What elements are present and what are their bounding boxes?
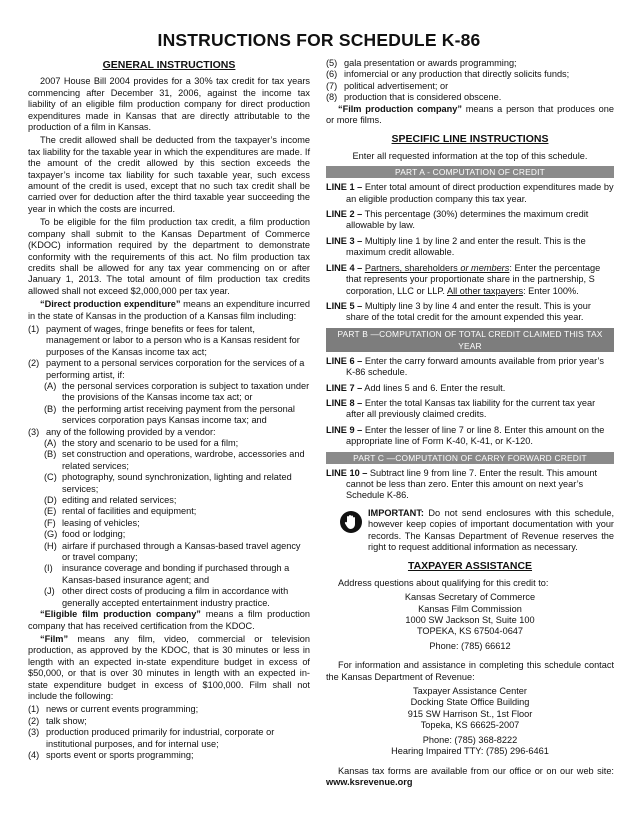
efpc-term: “Eligible film production company” xyxy=(40,609,201,620)
phone-line: Phone: (785) 368-8222 xyxy=(422,734,518,745)
line-text: Multiply line 1 by line 2 and enter the result. This is the maximum credit allowable. xyxy=(346,235,586,258)
list-number: (F) xyxy=(44,517,56,528)
sub-list-item xyxy=(44,404,310,427)
list-item xyxy=(28,358,310,381)
specific-instructions-heading: SPECIFIC LINE INSTRUCTIONS xyxy=(391,133,549,146)
list-number: (J) xyxy=(44,586,55,597)
line-9-instruction xyxy=(326,425,614,448)
sub-list-item xyxy=(44,506,310,517)
list-number: (B) xyxy=(44,449,57,460)
list-number: (3) xyxy=(28,426,40,437)
line-label: LINE 1 – xyxy=(326,182,363,193)
list-number: (C) xyxy=(44,472,57,483)
sub-list-item xyxy=(44,438,310,449)
general-p1: 2007 House Bill 2004 provides for a 30% tax credit for tax years commencing after December 31, 2006, against the income tax liability of an eligible film production company for direct production expenditures made in Kansas that are directly attributable to the production of a film in Kansas. xyxy=(28,76,310,133)
sub-list-item xyxy=(44,381,310,404)
list-text: other direct costs of producing a film in accordance with generally accepted entertainment industry practice. xyxy=(62,586,289,608)
important-label: IMPORTANT: xyxy=(368,507,424,518)
dpe-text: means an expenditure incurred in the state of Kansas in the production of a Kansas film including: xyxy=(28,299,310,321)
line-7-instruction xyxy=(326,383,614,394)
list-text: the story and scenario to be used for a film; xyxy=(62,438,239,448)
list-item xyxy=(28,716,310,727)
line-text: : Enter the percentage that represents your proportionate share in the partnership, S corporation, LLC or LLP. xyxy=(346,262,601,296)
dpe-definition xyxy=(28,299,310,322)
list-number: (6) xyxy=(326,69,338,80)
list-text: food or lodging; xyxy=(62,529,126,540)
list-text: photography, sound synchronization, lighting and related services; xyxy=(62,472,292,494)
phone-line: Phone: (785) 66612 xyxy=(429,640,511,651)
list-number: (2) xyxy=(28,715,40,726)
part-c-header: PART C —COMPUTATION OF CARRY FORWARD CREDIT xyxy=(326,452,614,464)
exclusion-list-part1 xyxy=(28,704,310,761)
address-line: Kansas Secretary of Commerce xyxy=(404,592,536,603)
list-text: rental of facilities and equipment; xyxy=(62,506,197,517)
line-2-instruction xyxy=(326,209,614,232)
fpc-text: means a person that produces one or more films. xyxy=(326,103,615,126)
sub-list-item xyxy=(44,529,310,540)
line-label: LINE 9 – xyxy=(326,424,363,435)
sub-list-item xyxy=(44,495,310,506)
list-text: news or current events programming; xyxy=(46,704,199,715)
line-text: Add lines 5 and 6. Enter the result. xyxy=(362,382,506,393)
right-column xyxy=(326,58,614,790)
list-number: (1) xyxy=(28,323,40,334)
general-p3: To be eligible for the film production tax credit, a film production company shall submit to the Kansas Department of Commerce (KDOC) information required by the department to demonstrate conformity with the requirements of this act. No film production tax credits shall be allowed for any tax year commencing on or after January 1, 2013. The total amount of film production tax credits allowed shall not exceed $2,000,000 per tax year. xyxy=(28,217,310,296)
line-label: LINE 5 – xyxy=(326,300,363,311)
page-title: INSTRUCTIONS FOR SCHEDULE K-86 xyxy=(157,30,481,50)
fpc-term: “Film production company” xyxy=(338,103,462,114)
line-label: LINE 3 – xyxy=(326,235,363,246)
list-text: production produced primarily for industrial, corporate or institutional purposes, and for internal use; xyxy=(46,727,275,749)
line-6-instruction xyxy=(326,356,614,379)
sub-list-item xyxy=(44,449,310,472)
list-text: any of the following provided by a vendor: xyxy=(46,426,216,437)
address-line: Docking State Office Building xyxy=(410,697,530,708)
general-p2: The credit allowed shall be deducted from the taxpayer’s income tax liability for the taxable year in which the expenditures are made. If the amount of the credit allowed by this section exceeds the taxpayer’s income tax liability for such taxable year, such excess amount of the credit is used, except that no such tax credit shall be carried over for deduction after the third taxable year succeeding the year in which the costs are incurred. xyxy=(28,135,310,214)
efpc-text: means a film production company that has received certification from the KDOC. xyxy=(28,609,310,631)
line-text: All other taxpayers xyxy=(446,285,524,296)
exclusion-list-part2 xyxy=(326,58,614,104)
film-text: means any film, video, commercial or television production, as approved by the KDOC, that is 30 minutes or less in length with an expected in-state expenditure budget in excess of $50,000, or that is over 30 minutes in length with an expected in-state expenditure budget in excess of $100,000. Film shall not include the following: xyxy=(28,633,310,701)
line-3-instruction xyxy=(326,236,614,259)
list-text: the personal services corporation is subject to taxation under the provisions of the Kansas income tax act; or xyxy=(62,380,310,403)
list-text: airfare if purchased through a Kansas-based travel agency or travel company; xyxy=(62,540,301,563)
sub-list-item xyxy=(44,541,310,564)
list-text: production that is considered obscene. xyxy=(344,92,502,103)
taxpayer-assistance-heading: TAXPAYER ASSISTANCE xyxy=(407,560,533,573)
line-label: LINE 4 – xyxy=(326,262,363,273)
list-number: (1) xyxy=(28,704,40,715)
list-item xyxy=(28,727,310,750)
line-text: or members xyxy=(460,262,510,273)
film-term: “Film” xyxy=(40,633,69,644)
address-line: 915 SW Harrison St., 1st Floor xyxy=(407,708,533,719)
important-body: Do not send enclosures with this schedule, however keep copies of important documentation with your records. The Kansas Department of Revenue reserves the right to request additional information as necessary. xyxy=(368,507,614,552)
tty-line: Hearing Impaired TTY: (785) 296-6461 xyxy=(391,746,549,757)
list-text: gala presentation or awards programming; xyxy=(344,58,517,68)
list-text: the performing artist receiving payment from the personal services corporation pays Kansas income tax; and xyxy=(62,403,295,426)
line-text: Subtract line 9 from line 7. Enter the result. This amount cannot be less than zero. Enter this amount on next year’s Schedule K-86. xyxy=(346,467,598,501)
list-number: (4) xyxy=(28,749,40,760)
list-item xyxy=(326,92,614,103)
line-5-instruction xyxy=(326,301,614,324)
film-definition xyxy=(28,634,310,702)
address-line: Taxpayer Assistance Center xyxy=(413,686,527,697)
list-number: (E) xyxy=(44,506,57,517)
list-item xyxy=(28,750,310,761)
footer-text xyxy=(326,766,614,789)
list-number: (5) xyxy=(326,58,338,68)
list-text: payment to a personal services corporation for the services of a performing artist, if: xyxy=(46,358,305,380)
line-text: Partners, shareholders xyxy=(364,262,461,273)
list-text: sports event or sports programming; xyxy=(46,749,194,760)
line-label: LINE 10 – xyxy=(326,467,368,478)
fpc-definition xyxy=(326,104,614,127)
line-text: Enter the carry forward amounts available from prior year’s K-86 schedule. xyxy=(346,355,604,378)
line-8-instruction xyxy=(326,398,614,421)
list-number: (G) xyxy=(44,529,58,540)
footer-body: Kansas tax forms are available from our office or on our web site: xyxy=(338,765,614,776)
line-4-instruction xyxy=(326,263,614,297)
list-text: political advertisement; or xyxy=(344,80,449,91)
list-number: (A) xyxy=(44,380,57,391)
dpe-term: “Direct production expenditure” xyxy=(40,299,181,310)
line-text: Enter the total Kansas tax liability for the current tax year after all previously claimed credits. xyxy=(346,397,596,420)
list-item xyxy=(326,58,614,69)
important-text xyxy=(368,508,614,554)
stop-hand-icon xyxy=(340,511,362,533)
address-line: Topeka, KS 66625-2007 xyxy=(420,720,520,731)
list-item xyxy=(28,324,310,358)
list-number: (D) xyxy=(44,495,57,506)
list-number: (7) xyxy=(326,80,338,91)
address-line: TOPEKA, KS 67504-0647 xyxy=(416,626,524,637)
sub-list-item xyxy=(44,563,310,586)
line-label: LINE 6 – xyxy=(326,355,363,366)
list-number: (A) xyxy=(44,438,57,448)
part-b-header: PART B —COMPUTATION OF TOTAL CREDIT CLAIMED THIS TAX YEAR xyxy=(326,328,614,352)
list-number: (H) xyxy=(44,540,57,551)
list-item xyxy=(326,81,614,92)
efpc-definition xyxy=(28,609,310,632)
line-text: : Enter 100%. xyxy=(523,285,579,296)
website-link[interactable]: www.ksrevenue.org xyxy=(326,776,413,787)
list-text: talk show; xyxy=(46,715,87,726)
sub-list-item xyxy=(44,586,310,609)
list-number: (8) xyxy=(326,92,338,103)
line-text: Enter the lesser of line 7 or line 8. Enter this amount on the appropriate line of Form K-40, K-41, or K-120. xyxy=(346,424,605,447)
line-text: This percentage (30%) determines the maximum credit allowable by law. xyxy=(346,209,589,231)
list-number: (2) xyxy=(28,358,40,369)
line-label: LINE 2 – xyxy=(326,209,363,220)
list-text: leasing of vehicles; xyxy=(62,517,140,528)
vendor-sub-list xyxy=(28,438,310,609)
part-a-header: PART A - COMPUTATION OF CREDIT xyxy=(326,166,614,178)
list-text: set construction and operations, wardrobe, accessories and related services; xyxy=(62,449,305,471)
general-instructions-heading: GENERAL INSTRUCTIONS xyxy=(102,59,236,71)
list-item xyxy=(28,704,310,715)
important-notice xyxy=(326,508,614,554)
line-label: LINE 8 – xyxy=(326,397,363,408)
list-number: (3) xyxy=(28,727,40,738)
list-number: (I) xyxy=(44,563,53,574)
sub-list-item xyxy=(44,518,310,529)
list-text: payment of wages, fringe benefits or fees for talent, management or labor to a person who is a Kansas resident for purposes of the Kansas income tax act; xyxy=(46,323,300,357)
line-1-instruction xyxy=(326,182,614,205)
line-label: LINE 7 – xyxy=(326,382,363,393)
address-line: 1000 SW Jackson St, Suite 100 xyxy=(405,615,535,626)
line-10-instruction xyxy=(326,468,614,502)
assist-intro: Address questions about qualifying for this credit to: xyxy=(338,577,549,588)
sub-list-item xyxy=(44,472,310,495)
line-text: Multiply line 3 by line 4 and enter the result. This is your share of the total credit for the amount expended this year. xyxy=(346,300,591,323)
list-text: editing and related services; xyxy=(62,495,177,506)
address-line: Kansas Film Commission xyxy=(418,603,522,614)
list-number: (B) xyxy=(44,403,57,414)
list-item xyxy=(28,427,310,438)
list-text: insurance coverage and bonding if purchased through a Kansas-based insurance agent; and xyxy=(62,563,290,585)
left-column xyxy=(28,58,310,761)
line-text: Enter total amount of direct production expenditures made by an eligible production company this tax year. xyxy=(346,182,614,204)
list-item xyxy=(326,69,614,80)
assist-intro-2: For information and assistance in completing this schedule contact the Kansas Department of Revenue: xyxy=(326,660,614,682)
specific-intro: Enter all requested information at the top of this schedule. xyxy=(352,150,588,161)
list-text: infomercial or any production that directly solicits funds; xyxy=(344,69,570,80)
